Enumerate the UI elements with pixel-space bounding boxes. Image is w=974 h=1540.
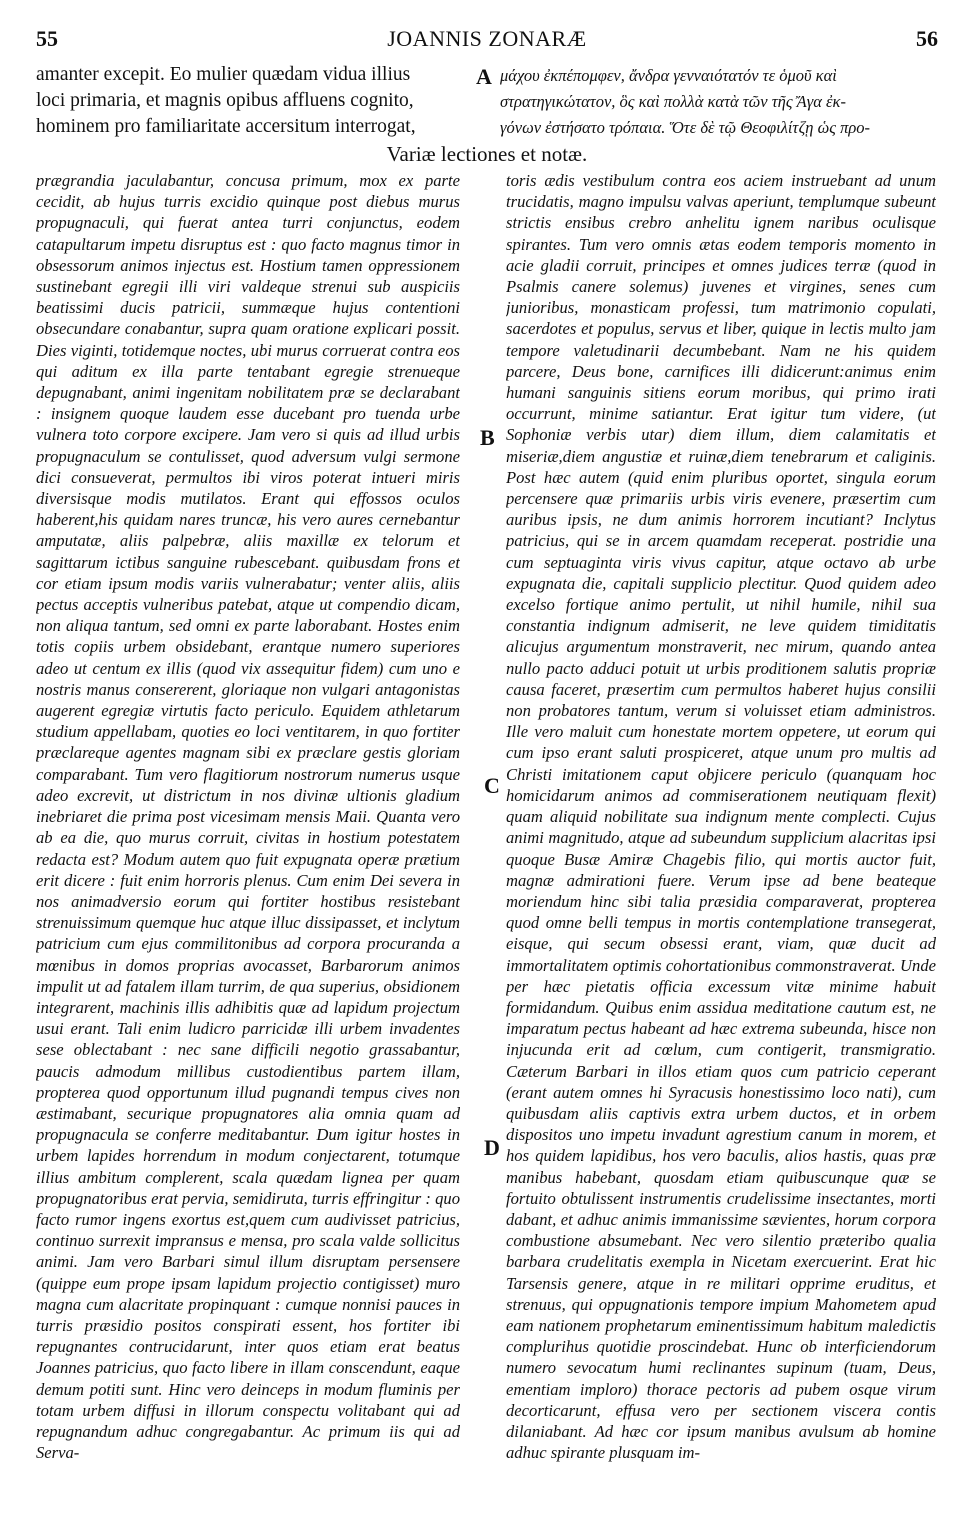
left-column — [36, 170, 460, 1515]
margin-marker-a: A — [476, 64, 492, 89]
latin-line: hominem pro familiaritate accersitum interrogat, — [36, 116, 416, 137]
margin-marker-d: D — [484, 1135, 500, 1160]
greek-line: γόνων ἐστήσατο τρόπαια. Ὅτε δὲ τῷ Θεοφιλίτζῃ ὡς προ- — [500, 118, 870, 137]
top-greek-text — [500, 63, 938, 141]
margin-marker-b: B — [480, 425, 495, 450]
top-latin-text — [36, 62, 466, 140]
latin-line: amanter excepit. Eo mulier quædam vidua illius — [36, 64, 411, 85]
left-column-text: prægrandia jaculabantur, concusa primum, mox ex parte cecidit, ab hujus turris excidio quinque post diebus murus propugnaculi, qui fuerat antea turri conjunctus, eodem catapultarum impetu disruptus est : quo facto magnus timor in obsessorum animos injectus est. Hostium tamen oppressionem sustinebant egregii illi viri valdeque strenui sub auspiciis beatissimi ducis patricii, summæque hujus contentioni obsecundare conabantur, supra quam oratione explicari possit. Dies viginti, totidemque noctes, ubi murus corruerat contra eos qui aditum ex illa parte tentabant egregie strenueque depugnabant, animi ingenitam nobilitatem præ se declarabant : insignem quoque laudem esse ducebant pro tuenda urbe vulnera toto corpore excipere. Jam vero si quis ad illud urbis propugnaculum se contulisset, quod adversum vulgi sermone dici consueverat, permultos ibi viros poterat intueri miris diversisque modis mutilatos. Erant qui effossos oculos haberent,his quidam nares truncæ, his vero aures cernebantur amputatæ, aliis palpebræ, aliis maxillæ ex telorum et sagittarum ictibus sanguine rubescebant. quibusdam frons et cor etiam ipsum modis variis vulnerabatur; venter aliis, aliis pectus acceptis vulneribus patebat, atque ut compendio dicam, non aliqua tantum, sed omni ex parte laborabant. Hostes enim totis copiis urbem obsidebant, erantque numero superiores adeo ut centum ex illis (quod vix assequitur fidem) cum uno e nostris manus consererent, gloriaque non vulgari antagonistas augerent egregiæ virtutis facto periculo. Equidem athletarum studium appellabam, quoties eo loci ventitarem, in quo fortiter præclareque agentes magnam sibi ex præclare gestis gloriam comparabant. Tum vero flagitiorum nostrorum numerus usque adeo excrevit, ut districtum in nos divinæ ultionis gladium inebriaret die prima post vicesimam mensis Maii. Quanta vero ab ea die, quo murus corruit, civitas in hostium potestatem redacta est? Modum autem quo fuit expugnata operæ prætium erit dicere : fuit enim horroris plenus. Cum enim Dei severa in nos animadversio eorum qui fortiter hostibus resistebant strenuissimum quemque huc atque illuc dissipasset, et inclytum patricium cum ejus commilitonibus ad corpora procuranda a mœnibus in domos proprias avocasset, Barbarorum animos impulit ut ad fatalem illam turrim, de qua superius, obsidionem integrarent, machinis illis adhibitis quæ ad lapidum projectum usui erant. Tali enim ludicro parricidæ illi urbem invadentes sese oblectabant : nec sane difficili negotio grassabantur, paucis admodum millibus custodientibus partem illam, propterea quod opportunum illud pugnandi tempus cives non æstimabant, securique propugnatores alia omnia quam ad propugnacula se conferre meditabantur. Dum igitur hostes in urbem lapides horrendum in modum conjectarent, totumque illius ambitum complerent, scala quædam lignea per quam propugnatoribus erat pervia, semidiruta, turris effringitur : quo facto rumor ingens exortus est,quem cum audivisset patricius, continuo surrexit impransus e mensa, pro scala valde sollicitus animi. Jam vero Barbari simul illum disruptam persensere (quippe eum prope ipsam lapidum projectio contigisset) muro magna cum alacritate propinquant : cumque nonnisi pauces in turris præsidio positos conspirati essent, hos fortiter ibi repugnantes contrucidarunt, inter quos etiam erat beatus Joannes patricius, quo facto libere in illam conscendunt, eaque demum potiti sunt. Hinc vero deinceps in modum fluminis per totam urbem diffusi in illorum conspectu volitabant qui ad repugnandum adhuc congregabantur. Ac primum iis qui ad Serva- — [36, 171, 460, 1463]
running-title: JOANNIS ZONARÆ — [387, 26, 587, 51]
page-number-left: 55 — [36, 26, 58, 51]
margin-marker-c: C — [484, 773, 500, 798]
right-column — [506, 170, 936, 1515]
section-heading: Variæ lectiones et notæ. — [386, 142, 588, 166]
page-number-right: 56 — [916, 26, 938, 51]
greek-line: μάχου ἐκπέπομφεν, ἄνδρα γενναιότατόν τε ὁμοῦ καὶ — [500, 66, 837, 85]
greek-line: στρατηγικώτατον, ὃς καὶ πολλὰ κατὰ τῶν τῆς Ἄγα ἐκ- — [500, 92, 846, 111]
running-header — [36, 26, 938, 56]
right-column-text: toris ædis vestibulum contra eos aciem instruebant ad unum trucidatis, magno impulsu valvas aperiunt, templumque subeunt strictis ensibus crebro anhelitu ignem naribus oculisque spirantes. Tum vero omnis ætas eodem temporis momento in acie gladii corruit, principes et omnes judices terræ (quod in Psalmis canere solemus) juvenes et virgines, senes cum junioribus, monasticam professi, tum matrimonio copulati, sacerdotes et populus, servus et liber, quique in lectis multo jam tempore valetudinarii decumbebant. Nam ne his quidem parcere, Deus bone, carnifices illi didicerunt:animus enim humani sanguinis sitiens eorum moribus, qui primo irati occurrunt, minime satiantur. Erat igitur tum videre, (ut Sophoniæ verbis utar) diem illum, diem calamitatis et miseriæ,diem angustiæ et ruinæ,diem tenebrarum et caliginis. Post hæc autem (quid enim pluribus oportet, singula eorum percensere quæ primariis urbis viris evenere, præsertim cum auribus ipsis, ne dum animis horrorem incutiant? Inclytus patricius, qui se in arcem quamdam receperat. postridie una cum septuaginta viris vivus capitur, atque octavo ab urbe expugnata die, capitali supplicio plectitur. Quod quidem adeo excelso fortique animo pertulit, ut nihil humile, nihil sua constantia indignum admiserit, ne leve quidem timiditatis alicujus argumentum monstraverit, nec mirum, quando antea nullo pacto adduci potuit ut urbis proditionem salutis propriæ causa faceret, præsertim cum permultos haberet hujus consilii non probatores tantum, verum si voluisset etiam administros. Ille vero maluit cum honestate mortem oppetere, ut eorum qui cum ipso erant saluti prospiceret, atque unum pro multis ad Christi imitationem caput objicere periculo (quanquam hoc homicidarum animos ad commiserationem neutiquam flexit) quam aliquid nobilitate sua indignum mente complecti. Cujus animi magnitudo, atque ad subeundum supplicium alacritas ipsi quoque Busæ Amiræ Chagebis filio, qui mortis auctor fuit, magnæ admirationi fuere. Verum ipse ad bene beateque moriendum hinc sibi talia præsidia comparaverat, propterea quod omne belli tempus in mortis contemplatione transegerat, eisque, qui secum obsessi erant, viam, quæ ducit ad immortalitatem optimis cohortationibus commonstraverat. Unde per hæc pietatis officia excessum vitæ minime habuit formidandum. Quibus enim assidua meditatione cautum est, ne imparatum pectus habeant ad hæc extrema subeunda, hisce non injucunda erit ad cœlum, cum contigerit, transmigratio. Cæterum Barbari in illos etiam quos cum patricio ceperant (erant autem omnes hi Syracusis honestissimo loco nati), cum quibusdam aliis captivis extra urbem ductos, et in orbem dispositos uno impetu invadunt agrestium canum in morem, et hos quidem lapidibus, hos vero baculis, alios hastis, quas præ manibus habebant, quosdam etiam quibuscunque quæ se fortuito obtulissent instrumentis crudelissime insectantes, morti dabant, et adhuc animis immanissime sævientes, horum corpora combustione absumebant. Nec vero silentio præteribo qualia barbara crudelitatis exempla in Nicetam exercuerint. Erat hic Tarsensis genere, atque in re militari opprime eruditus, et strenuus, qui oppugnationis tempore impium Mahometem apud eam nationem prophetarum eminentissimum habitum maledictis complurihus quotidie proscindebat. Hunc ob interficiendorum numero sevocatum humi reclinantes supinum (tuam, Deus, ementiam imploro) thorace pectoris ad pubem osque virum decorticarunt, effusa vero per sectionem viscera contis dilaniabant. Ad hæc cor ipsum manibus avulsum ab homine adhuc spirante plusquam im- — [506, 171, 936, 1463]
latin-line: loci primaria, et magnis opibus affluens cognito, — [36, 90, 414, 111]
